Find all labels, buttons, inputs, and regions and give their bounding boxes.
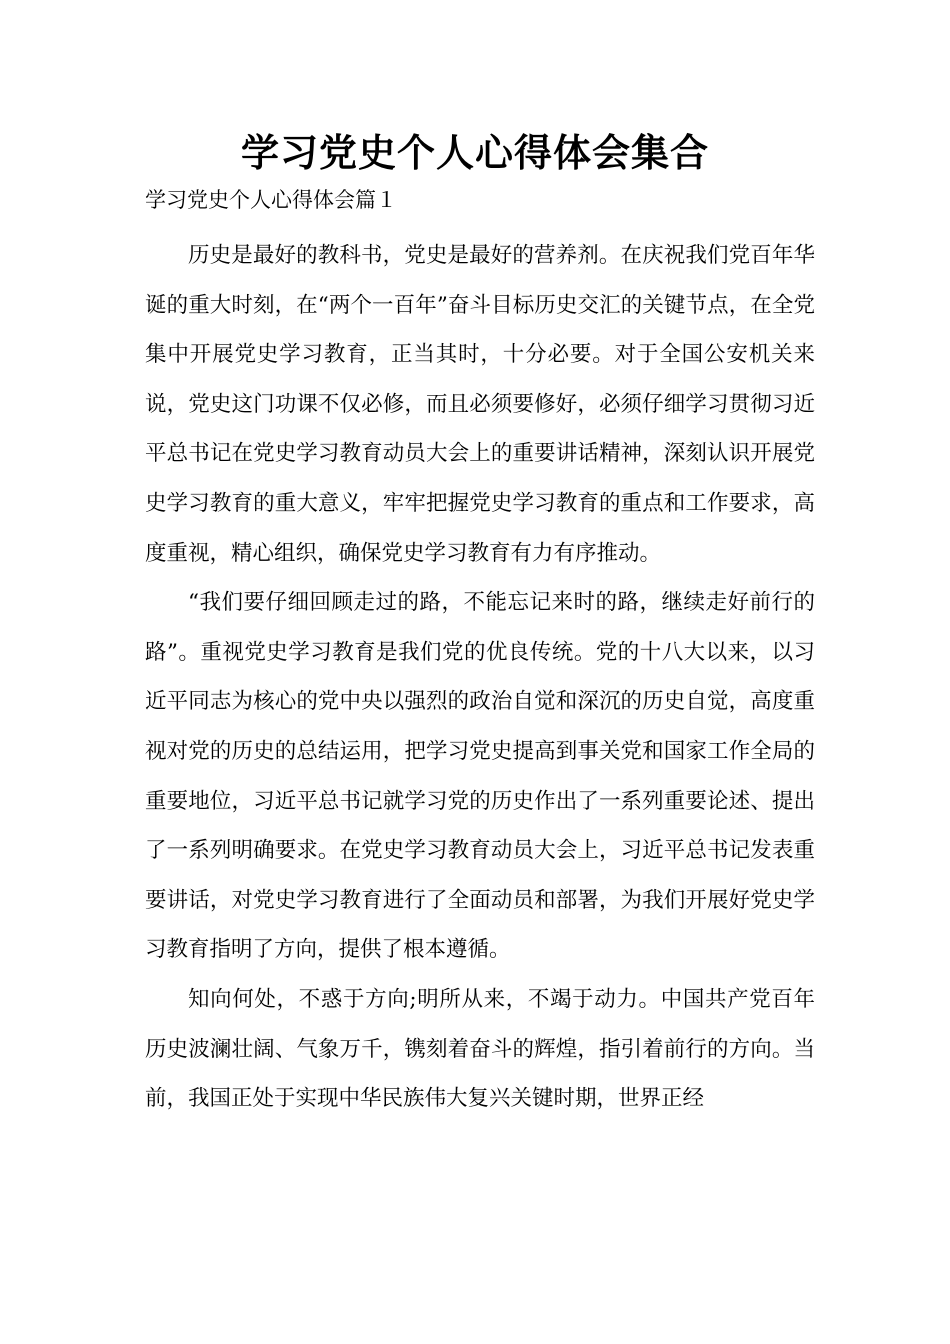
paragraph-2: “我们要仔细回顾走过的路，不能忘记来时的路，继续走好前行的路”。重视党史学习教育是我们党的优良传统。党的十八大以来，以习近平同志为核心的党中央以强烈的政治自觉和深沉的历史自觉，高度重视对党的历史的总结运用，把学习党史提高到事关党和国家工作全局的重要地位，习近平总书记就学习党的历史作出了一系列重要论述、提出了一系列明确要求。在党史学习教育动员大会上，习近平总书记发表重要讲话，对党史学习教育进行了全面动员和部署，为我们开展好党史学习教育指明了方向，提供了根本遵循。 bbox=[145, 590, 815, 963]
paragraph-3: 知向何处，不惑于方向;明所从来，不竭于动力。中国共产党百年历史波澜壮阔、气象万千，镌刻着奋斗的辉煌，指引着前行的方向。当前，我国正处于实现中华民族伟大复兴关键时期，世界正经 bbox=[145, 986, 815, 1112]
document-body bbox=[145, 231, 815, 1124]
paragraph-1: 历史是最好的教科书，党史是最好的营养剂。在庆祝我们党百年华诞的重大时刻，在“两个一百年”奋斗目标历史交汇的关键节点，在全党集中开展党史学习教育，正当其时，十分必要。对于全国公安机关来说，党史这门功课不仅必修，而且必须要修好，必须仔细学习贯彻习近平总书记在党史学习教育动员大会上的重要讲话精神，深刻认识开展党史学习教育的重大意义，牢牢把握党史学习教育的重点和工作要求，高度重视，精心组织，确保党史学习教育有力有序推动。 bbox=[145, 243, 815, 566]
section-heading: 学习党史个人心得体会篇１ bbox=[145, 188, 397, 212]
document-title: 学习党史个人心得体会集合 bbox=[240, 131, 709, 175]
